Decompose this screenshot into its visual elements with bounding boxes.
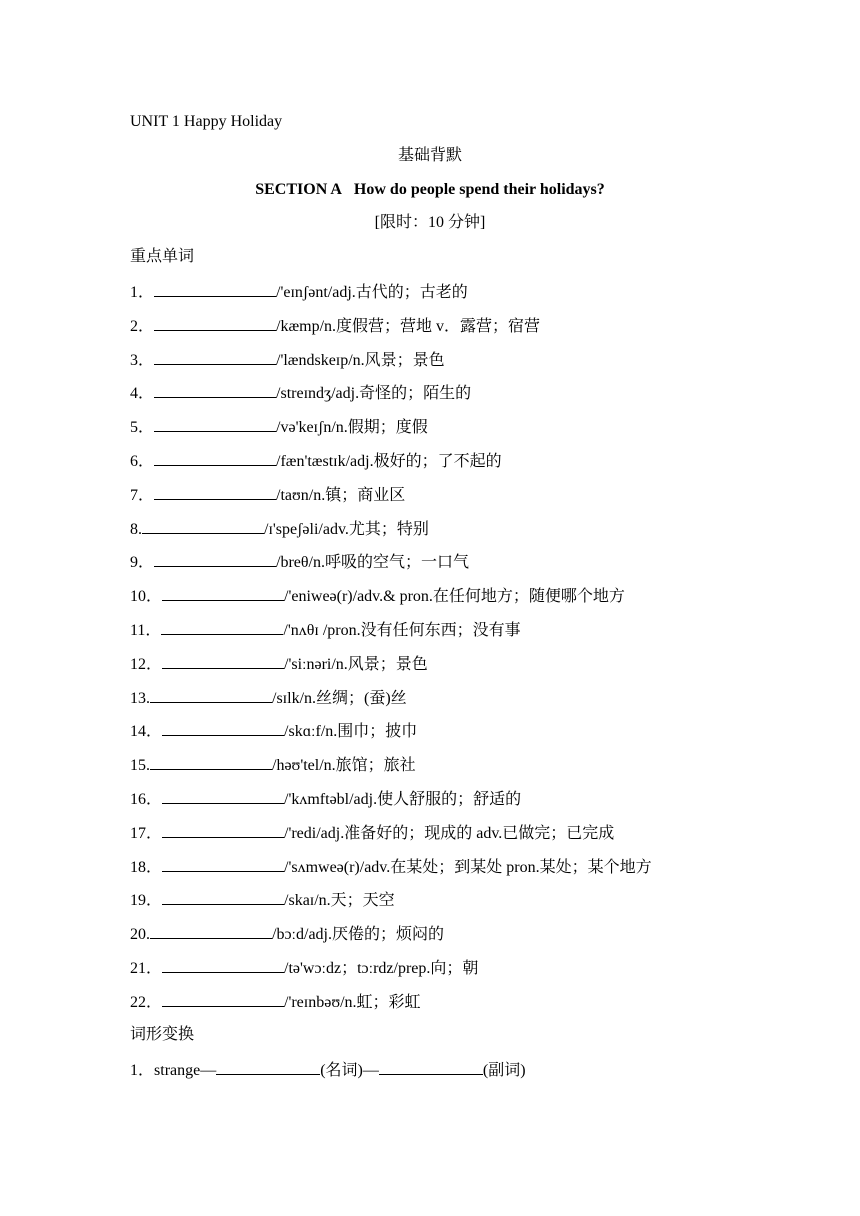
- answer-blank[interactable]: [142, 518, 264, 534]
- vocab-item: [130, 585, 625, 607]
- time-limit: [限时：10 分钟]: [374, 214, 486, 231]
- answer-blank[interactable]: [162, 653, 284, 669]
- vocab-item: [130, 619, 521, 641]
- vocab-item-definition: /fæn'tæstɪk/adj.极好的；了不起的: [276, 453, 502, 470]
- vocab-item: [130, 315, 540, 337]
- vocab-item-number: 14．: [130, 723, 163, 740]
- vocab-item-number: 13.: [130, 690, 150, 707]
- vocab-item: [130, 720, 417, 742]
- vocab-item-definition: /'sʌmweə(r)/adv.在某处；到某处 pron.某处；某个地方: [284, 859, 652, 876]
- answer-blank[interactable]: [154, 281, 276, 297]
- vocab-item-number: 8.: [130, 521, 142, 538]
- vocab-item-number: 17．: [130, 825, 163, 842]
- word-forms-heading: 词形变换: [130, 1026, 195, 1043]
- vocab-item-definition: /breθ/n.呼吸的空气；一口气: [276, 554, 470, 571]
- answer-blank[interactable]: [161, 619, 283, 635]
- vocab-item-number: 10．: [130, 588, 163, 605]
- vocab-item: [130, 551, 469, 573]
- vocab-item-definition: /tə'wɔːdz；tɔːrdz/prep.向；朝: [284, 960, 479, 977]
- vocab-item-definition: /skɑːf/n.围巾；披巾: [284, 723, 418, 740]
- word-form-word: strange—: [154, 1062, 217, 1079]
- vocab-heading: 重点单词: [130, 248, 195, 265]
- vocab-item-definition: /'kʌmftəbl/adj.使人舒服的；舒适的: [284, 791, 522, 808]
- answer-blank[interactable]: [162, 856, 284, 872]
- word-form-num: 1．: [130, 1062, 155, 1079]
- vocab-item-number: 21．: [130, 960, 163, 977]
- word-form-item: [130, 1059, 526, 1081]
- vocab-item-definition: /'siːnəri/n.风景；景色: [284, 656, 428, 673]
- answer-blank[interactable]: [154, 349, 276, 365]
- answer-blank[interactable]: [162, 957, 284, 973]
- vocab-item-number: 2．: [130, 318, 155, 335]
- answer-blank[interactable]: [162, 788, 284, 804]
- vocab-item: [130, 923, 444, 945]
- vocab-item-number: 11．: [130, 622, 162, 639]
- vocab-item-number: 6．: [130, 453, 155, 470]
- answer-blank[interactable]: [162, 889, 284, 905]
- vocab-item-definition: /'eniweə(r)/adv.& pron.在任何地方；随便哪个地方: [284, 588, 625, 605]
- vocab-item-number: 16．: [130, 791, 163, 808]
- answer-blank[interactable]: [154, 484, 276, 500]
- word-form-label-noun: (名词)—: [320, 1062, 379, 1079]
- vocab-item-number: 15.: [130, 757, 150, 774]
- vocab-item-number: 1．: [130, 284, 155, 301]
- vocab-item-definition: /sɪlk/n.丝绸；(蚕)丝: [272, 690, 407, 707]
- vocab-item: [130, 822, 614, 844]
- vocab-item-number: 4．: [130, 385, 155, 402]
- answer-blank[interactable]: [154, 416, 276, 432]
- vocab-item-number: 19．: [130, 892, 163, 909]
- vocab-item-definition: /'lændskeɪp/n.风景；景色: [276, 352, 445, 369]
- vocab-item: [130, 653, 428, 675]
- vocab-item-definition: /ɪ'speʃəli/adv.尤其；特别: [264, 521, 429, 538]
- vocab-item-definition: /streɪndʒ/adj.奇怪的；陌生的: [276, 385, 472, 402]
- vocab-item-definition: /skaɪ/n.天；天空: [284, 892, 395, 909]
- vocab-item: [130, 349, 445, 371]
- vocab-item-number: 3．: [130, 352, 155, 369]
- section-a-title: SECTION A How do people spend their holidays?: [255, 181, 605, 198]
- vocab-item-number: 5．: [130, 419, 155, 436]
- vocab-item-definition: /'nʌθɪ /pron.没有任何东西；没有事: [283, 622, 521, 639]
- vocab-item: [130, 484, 405, 506]
- vocab-item: [130, 450, 502, 472]
- answer-blank[interactable]: [150, 923, 272, 939]
- vocab-item-number: 7．: [130, 487, 155, 504]
- vocab-item-number: 9．: [130, 554, 155, 571]
- unit-title: UNIT 1 Happy Holiday: [130, 113, 283, 130]
- answer-blank[interactable]: [154, 450, 276, 466]
- answer-blank[interactable]: [154, 551, 276, 567]
- section-heading: 基础背默: [397, 147, 462, 164]
- vocab-item-number: 18．: [130, 859, 163, 876]
- vocab-item: [130, 991, 421, 1013]
- vocab-item: [130, 382, 471, 404]
- vocab-item: [130, 889, 395, 911]
- answer-blank[interactable]: [216, 1059, 320, 1075]
- answer-blank[interactable]: [154, 315, 276, 331]
- vocab-item: [130, 754, 416, 776]
- answer-blank[interactable]: [150, 754, 272, 770]
- answer-blank[interactable]: [162, 585, 284, 601]
- vocab-item-definition: /həʊ'tel/n.旅馆；旅社: [272, 757, 416, 774]
- vocab-item-definition: /və'keɪʃn/n.假期；度假: [276, 419, 428, 436]
- vocab-item: [130, 687, 407, 709]
- vocab-item-definition: /'eɪnʃənt/adj.古代的；古老的: [276, 284, 468, 301]
- answer-blank[interactable]: [379, 1059, 483, 1075]
- vocab-item-definition: /taʊn/n.镇；商业区: [276, 487, 406, 504]
- vocab-item-definition: /bɔːd/adj.厌倦的；烦闷的: [272, 926, 444, 943]
- vocab-item-definition: /'reɪnbəʊ/n.虹；彩虹: [284, 994, 421, 1011]
- vocab-item: [130, 856, 652, 878]
- answer-blank[interactable]: [162, 991, 284, 1007]
- vocab-item-number: 22．: [130, 994, 163, 1011]
- vocab-item: [130, 281, 468, 303]
- vocab-item-number: 20.: [130, 926, 150, 943]
- answer-blank[interactable]: [162, 720, 284, 736]
- answer-blank[interactable]: [150, 687, 272, 703]
- answer-blank[interactable]: [162, 822, 284, 838]
- vocab-item: [130, 788, 521, 810]
- word-form-label-adverb: (副词): [482, 1062, 526, 1079]
- answer-blank[interactable]: [154, 382, 276, 398]
- vocab-item-definition: /kæmp/n.度假营；营地 v．露营；宿营: [276, 318, 541, 335]
- vocab-item-definition: /'redi/adj.准备好的；现成的 adv.已做完；已完成: [284, 825, 615, 842]
- vocab-item: [130, 957, 478, 979]
- vocab-item: [130, 518, 429, 540]
- vocab-item-number: 12．: [130, 656, 163, 673]
- vocab-item: [130, 416, 428, 438]
